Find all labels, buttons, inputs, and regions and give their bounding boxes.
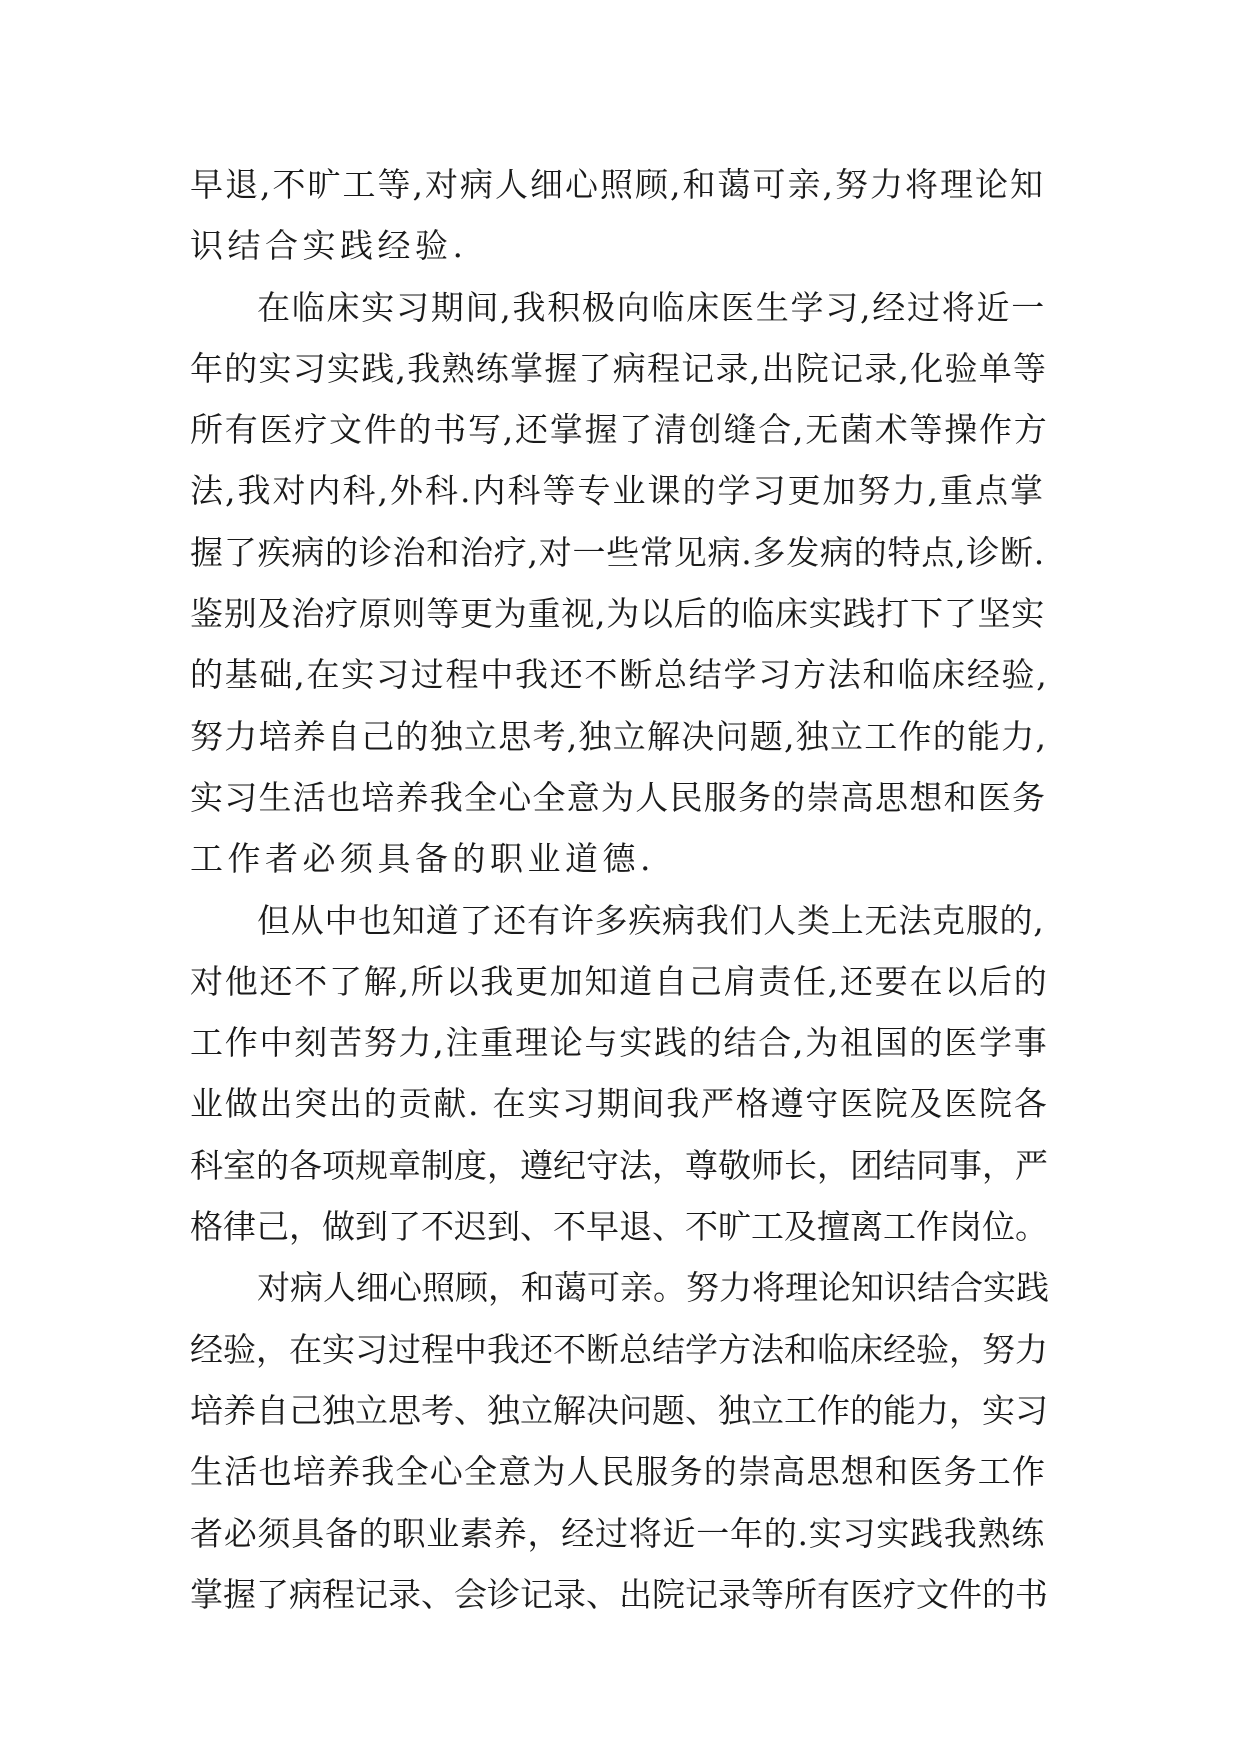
text-line: 识结合实践经验. (190, 226, 468, 266)
text-line: 努力培养自己的独立思考,独立解决问题,独立工作的能力, (190, 716, 1048, 756)
text-line: 实习生活也培养我全心全意为人民服务的崇高思想和医务 (190, 777, 1047, 817)
text-line: 早退,不旷工等,对病人细心照顾,和蔼可亲,努力将理论知 (190, 165, 1045, 204)
text-line: 掌握了病程记录、会诊记录、出院记录等所有医疗文件的书 (190, 1574, 1048, 1614)
document-body (190, 154, 1050, 1625)
text-line: 法,我对内科,外科.内科等专业课的学习更加努力,重点掌 (190, 471, 1045, 511)
text-line: 年的实习实践,我熟练掌握了病程记录,出院记录,化验单等 (190, 348, 1048, 388)
text-line: 业做出突出的贡献. 在实习期间我严格遵守医院及医院各 (190, 1084, 1049, 1124)
text-line: 对他还不了解,所以我更加知道自己肩责任,还要在以后的 (190, 961, 1049, 1001)
text-line: 但从中也知道了还有许多疾病我们人类上无法克服的, (257, 900, 1045, 940)
text-line: 的基础,在实习过程中我还不断总结学习方法和临床经验, (190, 655, 1049, 695)
text-line: 工作者必须具备的职业道德. (190, 839, 655, 879)
text-line: 格律己，做到了不迟到、不早退、不旷工及擅离工作岗位。 (190, 1207, 1048, 1247)
text-line: 培养自己独立思考、独立解决问题、独立工作的能力，实习 (190, 1390, 1048, 1430)
text-line: 者必须具备的职业素养，经过将近一年的.实习实践我熟练 (190, 1513, 1045, 1553)
text-line: 鉴别及治疗原则等更为重视,为以后的临床实践打下了坚实 (190, 594, 1045, 634)
text-line: 对病人细心照顾，和蔼可亲。努力将理论知识结合实践 (257, 1268, 1049, 1308)
paragraph (190, 277, 1050, 890)
paragraph (190, 154, 1050, 277)
text-line: 所有医疗文件的书写,还掌握了清创缝合,无菌术等操作方 (190, 410, 1049, 450)
text-line: 工作中刻苦努力,注重理论与实践的结合,为祖国的医学事 (190, 1023, 1049, 1063)
text-line: 握了疾病的诊治和治疗,对一些常见病.多发病的特点,诊断. (190, 532, 1045, 572)
text-line: 经验，在实习过程中我还不断总结学方法和临床经验，努力 (190, 1329, 1048, 1369)
text-line: 生活也培养我全心全意为人民服务的崇高思想和医务工作 (190, 1452, 1047, 1492)
text-line: 科室的各项规章制度，遵纪守法，尊敬师长，团结同事，严 (190, 1145, 1048, 1185)
text-line: 在临床实习期间,我积极向临床医生学习,经过将近一 (257, 287, 1046, 327)
paragraph (190, 1257, 1050, 1625)
paragraph (190, 890, 1050, 1258)
